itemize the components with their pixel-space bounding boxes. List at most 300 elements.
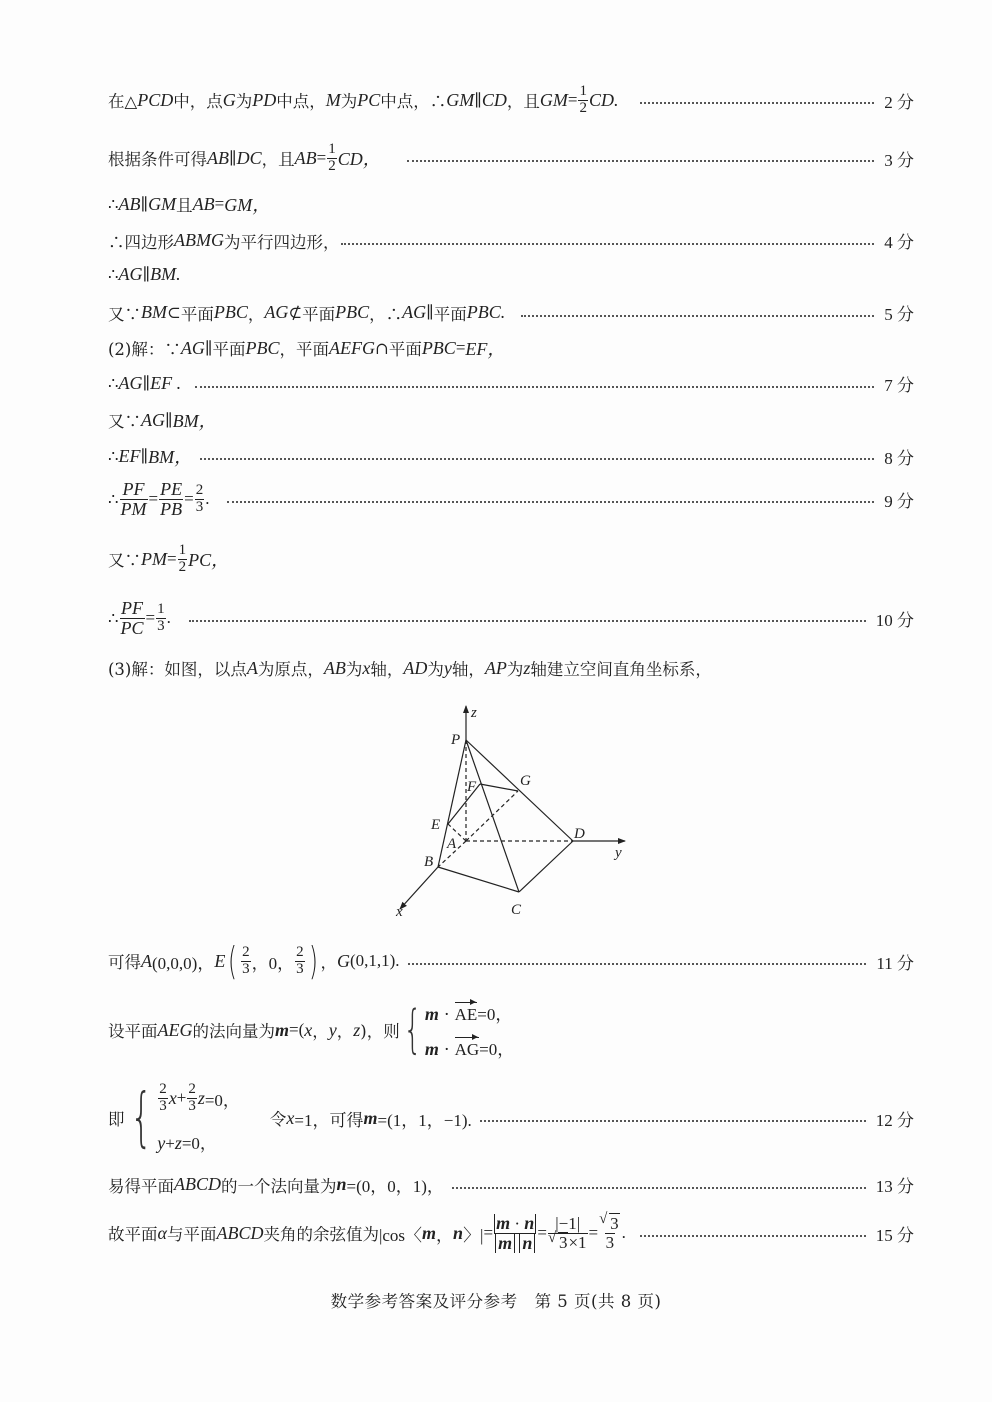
line-content (108, 301, 505, 325)
score-label: 10 分 (875, 610, 914, 630)
math: AG (118, 373, 143, 393)
equation-row (425, 1035, 514, 1060)
plus: + (176, 1088, 187, 1108)
math: AG (118, 264, 143, 284)
line-content (108, 84, 618, 117)
score-label: 3 分 (884, 150, 914, 170)
period: . (205, 489, 210, 509)
parallel-symbol: ∥ (165, 410, 173, 430)
sqrt (549, 1234, 569, 1252)
math: AEFG (329, 337, 375, 358)
score-label: 15 分 (875, 1225, 914, 1245)
equation-row (157, 1129, 240, 1154)
equals: = (214, 194, 225, 213)
solution-line (108, 407, 914, 433)
math: CD， (337, 149, 381, 170)
text: 夹角的余弦值为 (263, 1225, 379, 1245)
fraction (178, 543, 188, 576)
math: PM (141, 548, 167, 569)
equation-row (425, 1000, 514, 1025)
denominator (548, 1233, 588, 1252)
math: x (362, 657, 371, 678)
text: 易得平面 (108, 1176, 174, 1196)
text: 轴， (370, 660, 404, 679)
denominator: PM (120, 498, 147, 519)
math: PBC (213, 302, 248, 322)
vector-m: m (496, 1213, 511, 1233)
pyramid-coordinate-figure (380, 695, 640, 925)
text: =0， (479, 1040, 515, 1059)
text: ，∴ (369, 304, 403, 324)
text: 为 (235, 92, 253, 112)
math: DC (236, 147, 262, 168)
fraction (578, 84, 588, 117)
solution-line (108, 300, 914, 325)
math: y (443, 657, 452, 678)
math: z (353, 1019, 361, 1040)
vector-n: n (336, 1174, 347, 1194)
parallel-symbol: ∥ (142, 265, 151, 284)
text: 为 (427, 660, 444, 679)
parallel-symbol: ∥ (474, 90, 482, 110)
solution-line (108, 1082, 914, 1154)
text: 令 (269, 1110, 287, 1129)
fraction (187, 1082, 197, 1115)
vector-AG: AG (454, 1040, 480, 1059)
math: M (325, 89, 341, 110)
denominator: 3 (188, 1097, 196, 1114)
text: (3)解：如图，以点 (108, 660, 247, 679)
line-content (108, 1214, 626, 1253)
label-E: E (431, 817, 441, 833)
intersection-symbol: ∩ (374, 338, 389, 358)
math: AG (264, 302, 289, 322)
denominator: 2 (178, 558, 187, 575)
score-label: 12 分 (875, 1110, 914, 1130)
line-content (108, 1172, 444, 1197)
dot-leader (408, 963, 867, 965)
text: ∴ (108, 489, 119, 509)
text: ，且 (261, 150, 295, 170)
math: AD (403, 657, 428, 678)
label-D: D (574, 826, 585, 842)
vector-m: m (424, 1039, 439, 1059)
text: ∴ (108, 194, 119, 214)
math: α (157, 1222, 167, 1243)
math: G (222, 89, 236, 110)
solution-line (108, 1172, 914, 1197)
equals: = (588, 1223, 599, 1243)
math: AB (192, 193, 215, 214)
parallel-symbol: ∥ (426, 303, 434, 322)
left-paren: ( (228, 939, 238, 983)
fraction (548, 1215, 588, 1252)
coordinates: (0,1,1). (349, 951, 400, 970)
denominator: 3 (195, 498, 204, 515)
denominator (494, 1233, 536, 1253)
label-G: G (520, 773, 531, 789)
math: EF . (150, 373, 182, 393)
line-content (108, 191, 270, 217)
fraction (494, 1214, 536, 1253)
dot-leader (341, 243, 874, 245)
math: GM (539, 89, 568, 110)
text: ， (336, 1022, 354, 1041)
math: PBC (421, 337, 456, 358)
text: ， (312, 1022, 329, 1041)
label-C: C (511, 902, 522, 918)
sqrt (600, 1215, 620, 1233)
fraction (156, 602, 166, 635)
equals: = (316, 148, 327, 168)
line-content (108, 407, 217, 433)
dot-leader (200, 458, 874, 460)
equals: = (145, 608, 156, 628)
label-F: F (467, 779, 477, 795)
text: 平面 (388, 340, 422, 359)
math: AG (141, 409, 165, 430)
numerator (599, 1215, 621, 1233)
line-content (108, 480, 209, 519)
math: G (336, 950, 350, 971)
fraction (599, 1215, 621, 1252)
text: 即 (108, 1110, 125, 1129)
score-label: 11 分 (876, 953, 914, 973)
text: ∴ (108, 608, 119, 628)
math: PD (252, 89, 277, 110)
solution-line (108, 443, 914, 469)
parallel-symbol: ∥ (140, 446, 149, 466)
line-content (108, 1000, 514, 1060)
equals: = (537, 1223, 547, 1243)
solution-line (108, 264, 914, 285)
line-content (108, 656, 712, 680)
solution-line (108, 191, 914, 217)
math: z (197, 1087, 205, 1108)
denominator: 3 (296, 960, 304, 977)
equation-system (425, 1000, 514, 1060)
math: PBC. (466, 302, 506, 322)
denominator: 2 (328, 157, 336, 174)
text: 为 (340, 92, 358, 112)
line-content (108, 264, 181, 285)
vector-m: m (363, 1107, 378, 1128)
numerator: 1 (579, 83, 587, 99)
line-content (108, 1082, 472, 1154)
fraction (158, 1082, 168, 1115)
solution-line (108, 543, 914, 576)
solution-line (108, 1214, 914, 1253)
vector-m: m (424, 1004, 439, 1024)
dot-leader (640, 102, 874, 104)
equals: = (567, 90, 578, 110)
equals: = (167, 549, 177, 569)
solution-line (108, 599, 914, 638)
dot-operator: · (510, 1214, 525, 1233)
label-y: y (615, 845, 622, 861)
score-label: 13 分 (875, 1177, 914, 1196)
cos-label: |cos〈 (378, 1225, 423, 1245)
label-B: B (424, 854, 434, 870)
math: ABCD (174, 1174, 221, 1194)
math: A (141, 950, 152, 971)
dot-leader (640, 1235, 866, 1237)
text: ×1 (568, 1232, 587, 1252)
math: CD. (588, 89, 619, 110)
line-content (108, 443, 192, 469)
text: 中，点 (173, 92, 223, 112)
numerator: PF (121, 598, 143, 618)
dot-leader (227, 501, 874, 503)
fraction (159, 480, 183, 519)
line-content (108, 142, 381, 175)
math: ABMG (174, 230, 224, 250)
math: BM， (172, 411, 217, 431)
math: z (523, 657, 531, 678)
left-brace: { (129, 1081, 153, 1155)
line-content (108, 373, 181, 394)
fraction (327, 142, 337, 175)
equation-system (157, 1082, 240, 1154)
text: 为平行四边形， (223, 232, 340, 252)
text: 轴建立空间直角坐标系， (530, 660, 712, 679)
fraction (295, 945, 305, 978)
label-A: A (447, 836, 457, 852)
denominator: PB (160, 498, 183, 519)
subset-symbol: ⊂ (167, 303, 181, 322)
plus: + (165, 1134, 175, 1153)
vector-m: m (275, 1019, 290, 1040)
denominator: 3 (605, 1232, 615, 1252)
vector-m: m (495, 1233, 515, 1253)
equals: = (148, 489, 159, 509)
math: ABCD (216, 1222, 264, 1243)
text: 的一个法向量为 (221, 1176, 337, 1196)
dot-leader (195, 386, 874, 388)
numerator: 2 (296, 943, 304, 960)
score-label: 2 分 (884, 92, 914, 112)
text: =(0，0，1)， (346, 1177, 444, 1196)
edge-BC (438, 867, 519, 892)
math: y (157, 1133, 166, 1153)
solution-line (108, 939, 914, 983)
text: 为 (506, 660, 524, 679)
coordinates: (0,0,0)， (152, 953, 215, 973)
text: 为原点， (257, 660, 324, 679)
text: 可得 (108, 953, 141, 972)
math: AB (207, 147, 229, 168)
line-content (108, 939, 400, 983)
math: BM (141, 302, 167, 322)
radicand: 3 (558, 1232, 568, 1252)
equals: = (184, 489, 194, 509)
left-brace: { (403, 1000, 422, 1060)
text: 又∵ (108, 412, 141, 431)
label-P: P (451, 732, 461, 748)
page-footer: 数学参考答案及评分参考 第 5 页(共 8 页) (330, 1292, 662, 1311)
x-axis (400, 867, 438, 909)
text: ， (247, 304, 265, 324)
text: ∴ (108, 374, 119, 393)
text: 平面 (180, 304, 214, 324)
numerator: 1 (157, 601, 165, 618)
text: ，平面 (279, 340, 329, 359)
line-content (108, 543, 229, 576)
line-content (108, 335, 505, 361)
math: GM (446, 89, 475, 110)
text: ∴ (108, 446, 119, 466)
solution-line (108, 335, 914, 361)
math: x (168, 1087, 177, 1108)
math: AB (323, 657, 346, 678)
dot-leader (189, 620, 866, 622)
text: 又∵ (108, 304, 141, 324)
math: z (174, 1133, 182, 1153)
dot-operator: · (438, 1005, 455, 1024)
math: y (328, 1019, 337, 1040)
equals: = (483, 1223, 494, 1243)
vector-n: n (519, 1233, 535, 1253)
fraction (120, 480, 148, 519)
period: . (621, 1223, 626, 1243)
vector-n: n (524, 1213, 535, 1233)
denominator: 3 (159, 1097, 167, 1114)
math: PBC (335, 302, 370, 322)
edge-FG (480, 784, 518, 791)
text: =0， (477, 1005, 513, 1024)
solution-line (108, 84, 914, 117)
math: E (214, 950, 226, 971)
text: 平面 (302, 304, 336, 324)
dot-leader (480, 1120, 866, 1122)
solution-line (108, 480, 914, 519)
numerator: |−1| (555, 1214, 581, 1234)
text: 平面 (433, 304, 467, 324)
text: ∴四边形 (108, 232, 174, 252)
math: BM. (150, 264, 181, 284)
edge-CD (519, 841, 573, 892)
score-label: 4 分 (884, 233, 914, 252)
numerator: 2 (242, 943, 250, 960)
text: ∴ (108, 265, 119, 284)
dot-operator: · (438, 1040, 455, 1059)
text: 轴， (451, 660, 485, 679)
text: =0， (181, 1134, 217, 1153)
numerator: PF (122, 479, 145, 499)
math: EF (118, 445, 141, 466)
text: 根据条件可得 (108, 150, 207, 170)
text: (2)解：∵ (108, 340, 181, 359)
period: . (166, 608, 171, 628)
vector-n: n (453, 1222, 464, 1243)
numerator (494, 1214, 536, 1233)
numerator: PE (160, 479, 183, 499)
text: )，则 (360, 1022, 400, 1041)
line-content (108, 229, 339, 253)
math: GM， (224, 195, 271, 215)
edge-PC (466, 740, 519, 892)
text: 〉| (463, 1225, 484, 1245)
fraction (241, 945, 251, 978)
math: PC， (188, 550, 230, 571)
math: AP (484, 657, 507, 678)
text: =1，可得 (294, 1110, 364, 1130)
math: GM (148, 193, 177, 214)
fraction (120, 599, 145, 638)
not-subset-symbol: ⊄ (288, 303, 303, 322)
math: PBC (245, 337, 280, 358)
text: ， (436, 1225, 454, 1245)
denominator: PC (120, 617, 144, 638)
math: AG (180, 337, 205, 358)
fraction (195, 483, 205, 516)
text: 中点， (276, 92, 326, 112)
solution-line (108, 371, 914, 396)
math: EF， (465, 339, 506, 359)
parallel-symbol: ∥ (204, 338, 213, 358)
text: 故平面 (108, 1225, 158, 1245)
dot-leader (407, 160, 875, 162)
parallel-symbol: ∥ (229, 148, 237, 168)
math: BM， (148, 447, 193, 467)
dot-leader (521, 315, 874, 317)
solution-line (108, 656, 914, 680)
math: x (286, 1107, 295, 1128)
denominator: 3 (157, 617, 165, 634)
text: =(1，1，−1). (377, 1110, 472, 1130)
text: 的法向量为 (192, 1022, 275, 1041)
label-z: z (471, 705, 477, 721)
dot-leader (452, 1187, 866, 1189)
score-label: 5 分 (884, 305, 914, 324)
text: 在△ (108, 92, 138, 112)
denominator: 2 (579, 99, 587, 116)
right-paren: ) (308, 939, 318, 983)
math: AB (118, 193, 141, 214)
equals: = (455, 338, 466, 357)
math: PCD (137, 89, 174, 110)
numerator: 1 (178, 542, 187, 558)
solution-line (108, 142, 914, 175)
vector-AE: AE (454, 1005, 478, 1024)
numerator: 2 (195, 482, 204, 499)
numerator: 1 (328, 141, 336, 157)
denominator: 3 (242, 960, 250, 977)
parallel-symbol: ∥ (140, 194, 149, 214)
text: 设平面 (108, 1022, 158, 1041)
text: =0， (204, 1090, 240, 1110)
equation-row (157, 1082, 240, 1115)
score-label: 8 分 (884, 448, 914, 468)
text: 与平面 (166, 1225, 217, 1245)
math: AEG (157, 1019, 193, 1040)
text: =( (289, 1020, 305, 1039)
math: AB (294, 147, 317, 168)
math: AG (402, 302, 427, 322)
score-label: 9 分 (884, 491, 914, 511)
math: PC (357, 89, 381, 110)
score-label: 7 分 (884, 376, 914, 395)
text: 平面 (212, 340, 246, 359)
numerator: 2 (188, 1081, 196, 1097)
numerator: 2 (159, 1081, 167, 1097)
text: 又∵ (108, 551, 141, 571)
solution-line (108, 1000, 914, 1060)
line-content (108, 599, 171, 638)
text: 中点，∴ (380, 92, 447, 112)
coordinate-sep: ，0， (251, 953, 295, 973)
solution-line (108, 228, 914, 253)
